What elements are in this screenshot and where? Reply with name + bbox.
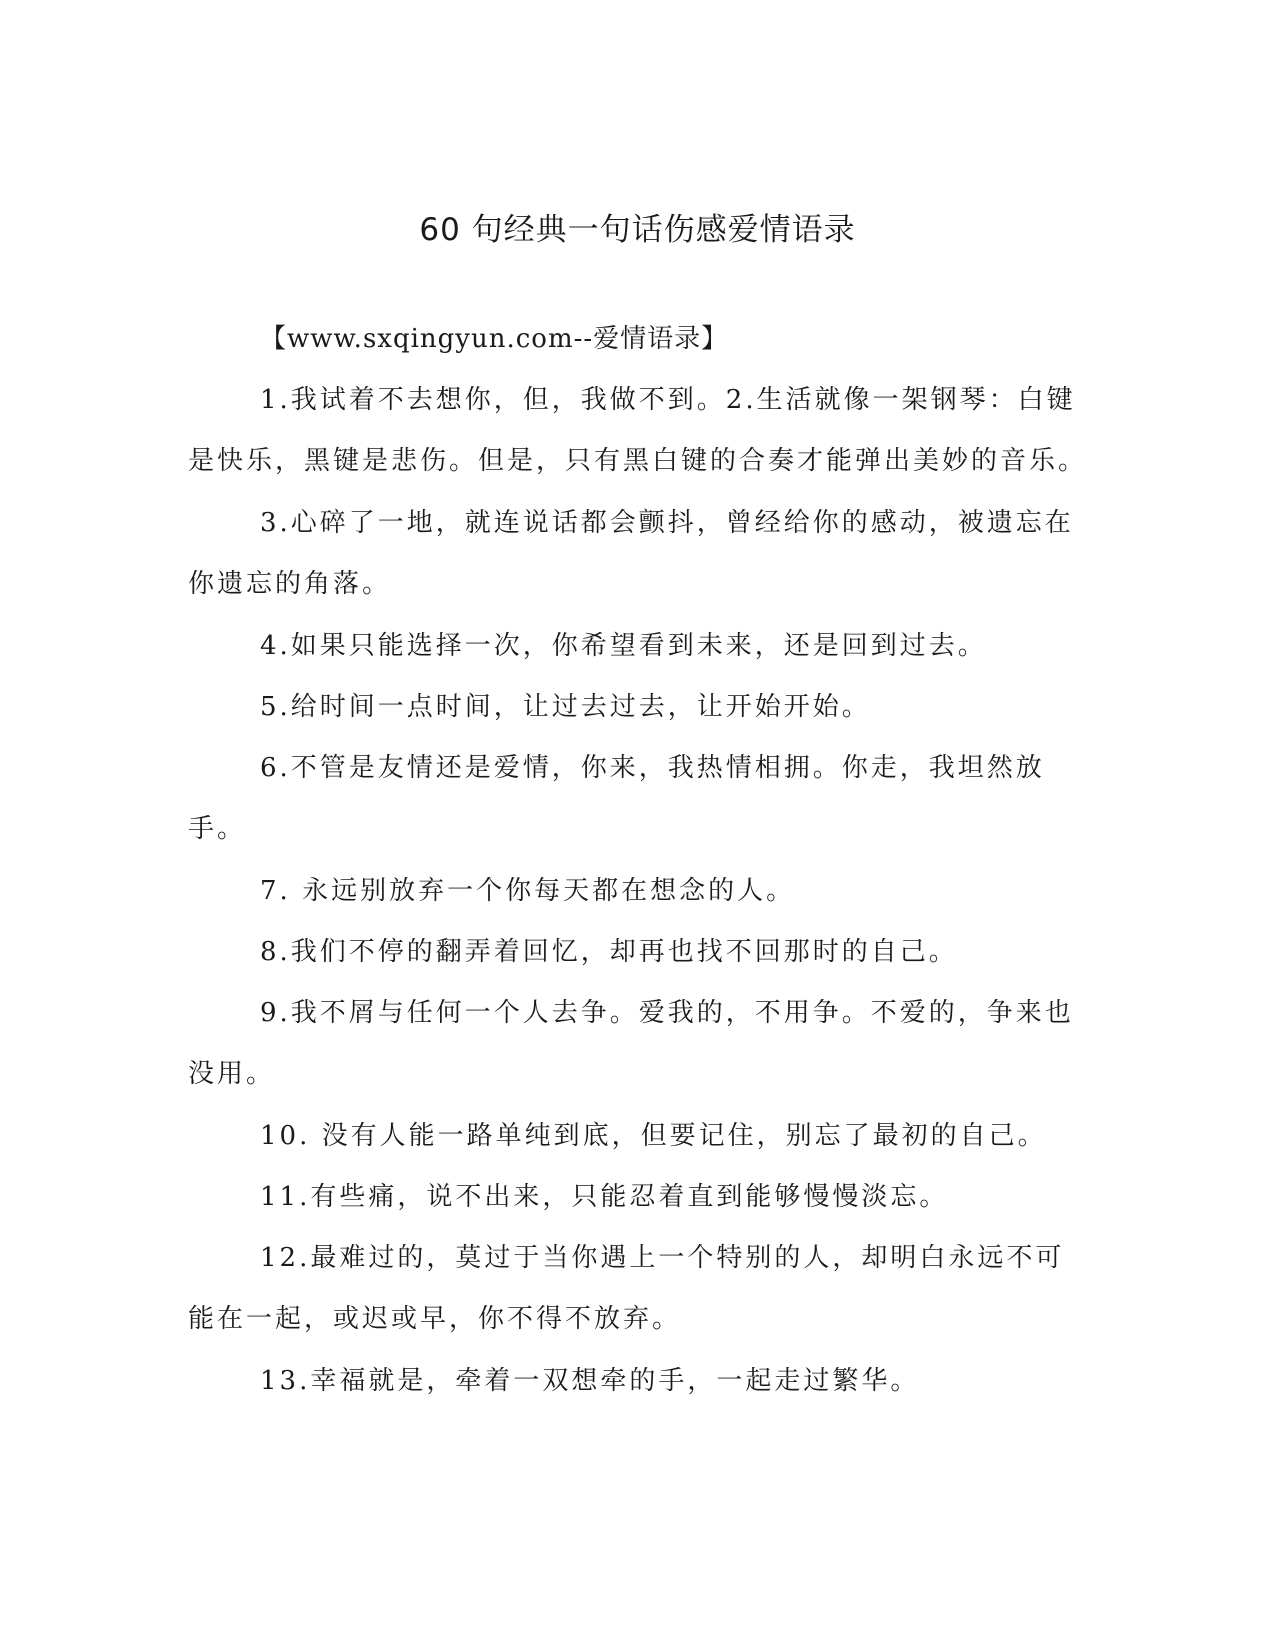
quote-paragraph: 12.最难过的，莫过于当你遇上一个特别的人，却明白永远不可能在一起，或迟或早，你不得不放弃。 <box>188 1243 1065 1334</box>
quote-paragraph: 5.给时间一点时间，让过去过去，让开始开始。 <box>260 692 871 722</box>
quote-paragraph: 13.幸福就是，牵着一双想牵的手，一起走过繁华。 <box>260 1366 920 1396</box>
quote-paragraph: 8.我们不停的翻弄着回忆，却再也找不回那时的自己。 <box>260 937 958 967</box>
quote-paragraph: 1.我试着不去想你，但，我做不到。2.生活就像一架钢琴：白键是快乐，黑键是悲伤。但是，只有黑白键的合奏才能弹出美妙的音乐。 <box>188 385 1088 476</box>
quote-paragraph: 9.我不屑与任何一个人去争。爱我的，不用争。不爱的，争来也没用。 <box>188 998 1074 1089</box>
document-body <box>188 324 1088 1427</box>
quote-paragraph: 11.有些痛，说不出来，只能忍着直到能够慢慢淡忘。 <box>260 1182 949 1212</box>
quote-paragraph: 7. 永远别放弃一个你每天都在想念的人。 <box>260 876 796 906</box>
quote-paragraph: 4.如果只能选择一次，你希望看到未来，还是回到过去。 <box>260 631 987 661</box>
quote-paragraph: 10. 没有人能一路单纯到底，但要记住，别忘了最初的自己。 <box>260 1121 1047 1151</box>
document-title: 60 句经典一句话伤感爱情语录 <box>419 212 856 248</box>
source-line: 【www.sxqingyun.com--爱情语录】 <box>260 324 729 354</box>
quote-paragraph: 6.不管是友情还是爱情，你来，我热情相拥。你走，我坦然放手。 <box>188 753 1045 844</box>
quote-paragraph: 3.心碎了一地，就连说话都会颤抖，曾经给你的感动，被遗忘在你遗忘的角落。 <box>188 508 1074 599</box>
